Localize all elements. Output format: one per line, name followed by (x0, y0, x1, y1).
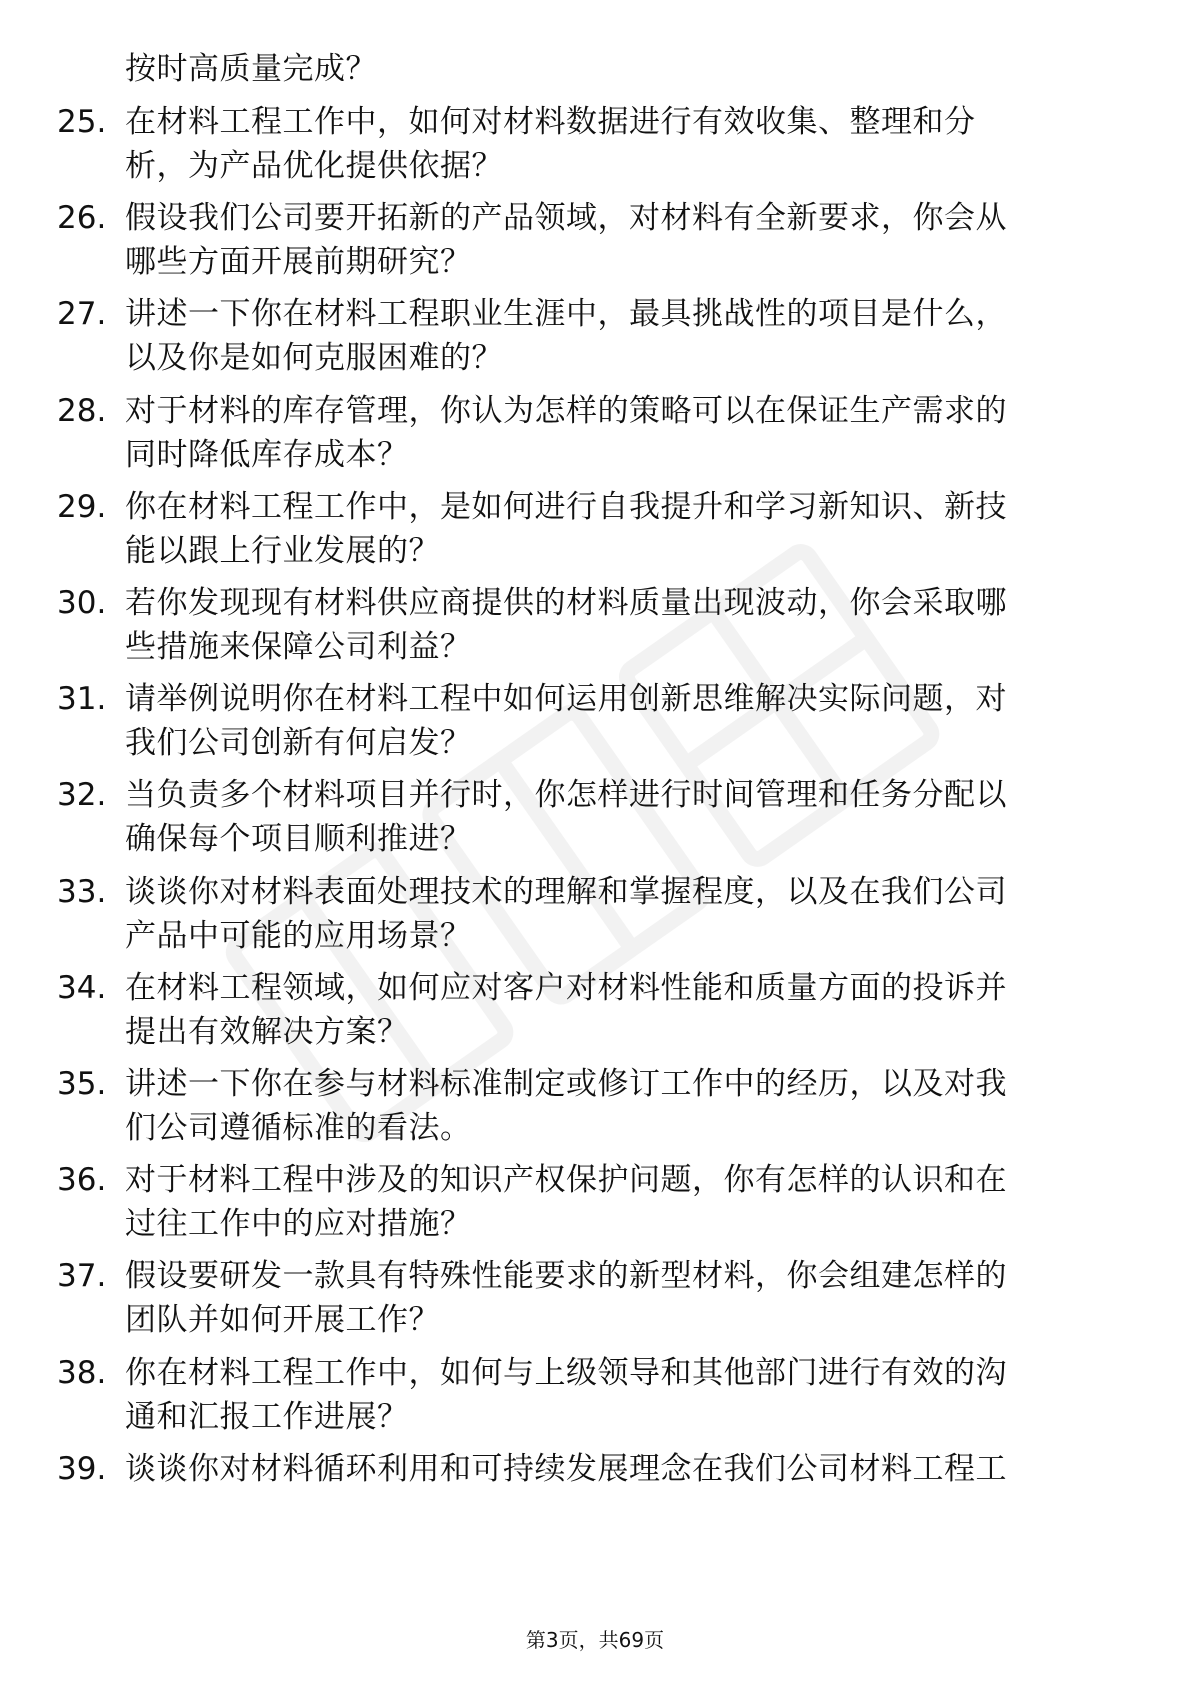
question-number: 35. (57, 1066, 107, 1102)
question-text-line: 在材料工程工作中，如何对材料数据进行有效收集、整理和分 (125, 104, 976, 140)
question-number: 31. (57, 681, 107, 718)
question-text-line: 通和汇报工作进展？ (125, 1398, 409, 1435)
question-text-line: 产品中可能的应用场景？ (125, 917, 472, 954)
question-text-line: 同时降低库存成本？ (125, 436, 409, 473)
question-number: 28. (57, 392, 107, 429)
question-number: 34. (57, 969, 107, 1006)
question-number: 29. (57, 488, 107, 525)
question-number: 39. (57, 1450, 107, 1487)
question-text-line: 我们公司创新有何启发？ (125, 725, 472, 762)
question-text-line: 提出有效解决方案？ (125, 1013, 409, 1050)
question-text-line: 你在材料工程工作中，是如何进行自我提升和学习新知识、新技 (125, 488, 1007, 525)
question-text-line: 当负责多个材料项目并行时，你怎样进行时间管理和任务分配以 (125, 777, 1007, 814)
question-text-line: 能以跟上行业发展的？ (125, 532, 440, 569)
question-text-line: 以及你是如何克服困难的？ (125, 340, 503, 377)
question-text-line: 些措施来保障公司利益？ (125, 629, 472, 665)
question-text-line: 过往工作中的应对措施？ (125, 1206, 472, 1243)
question-text-line: 在材料工程领域，如何应对客户对材料性能和质量方面的投诉并 (125, 969, 1007, 1006)
question-text-line: 讲述一下你在参与材料标准制定或修订工作中的经历，以及对我 (125, 1066, 1007, 1102)
question-text-line: 们公司遵循标准的看法。 (125, 1110, 472, 1146)
question-text-line: 假设我们公司要开拓新的产品领域，对材料有全新要求，你会从 (125, 200, 1007, 237)
question-text-line: 团队并如何开展工作？ (125, 1302, 440, 1339)
question-number: 36. (57, 1162, 107, 1199)
page-number-footer: 第3页，共69页 (525, 1628, 665, 1652)
question-number: 26. (57, 200, 107, 237)
question-text-line: 谈谈你对材料循环利用和可持续发展理念在我们公司材料工程工 (125, 1450, 1007, 1487)
question-text-line: 讲述一下你在材料工程职业生涯中，最具挑战性的项目是什么， (125, 296, 1007, 333)
question-text-line: 对于材料的库存管理，你认为怎样的策略可以在保证生产需求的 (125, 392, 1007, 429)
question-text-line: 请举例说明你在材料工程中如何运用创新思维解决实际问题，对 (125, 681, 1007, 718)
question-text-line: 你在材料工程工作中，如何与上级领导和其他部门进行有效的沟 (125, 1354, 1007, 1391)
question-text-line: 对于材料工程中涉及的知识产权保护问题，你有怎样的认识和在 (125, 1162, 1007, 1199)
question-number: 37. (57, 1258, 107, 1295)
question-number: 27. (57, 296, 107, 333)
question-text-line: 确保每个项目顺利推进？ (125, 821, 472, 858)
question-text-line: 析，为产品优化提供依据？ (125, 148, 503, 184)
continuation-text: 按时高质量完成？ (125, 51, 377, 87)
question-number: 38. (57, 1354, 107, 1391)
question-text-line: 谈谈你对材料表面处理技术的理解和掌握程度，以及在我们公司 (125, 873, 1007, 910)
question-text-line: 假设要研发一款具有特殊性能要求的新型材料，你会组建怎样的 (125, 1258, 1007, 1295)
question-text-line: 哪些方面开展前期研究？ (125, 244, 472, 281)
question-number: 33. (57, 873, 107, 910)
question-number: 30. (57, 585, 107, 621)
question-text-line: 若你发现现有材料供应商提供的材料质量出现波动，你会采取哪 (125, 585, 1007, 621)
question-number: 25. (57, 104, 107, 140)
question-number: 32. (57, 777, 107, 814)
